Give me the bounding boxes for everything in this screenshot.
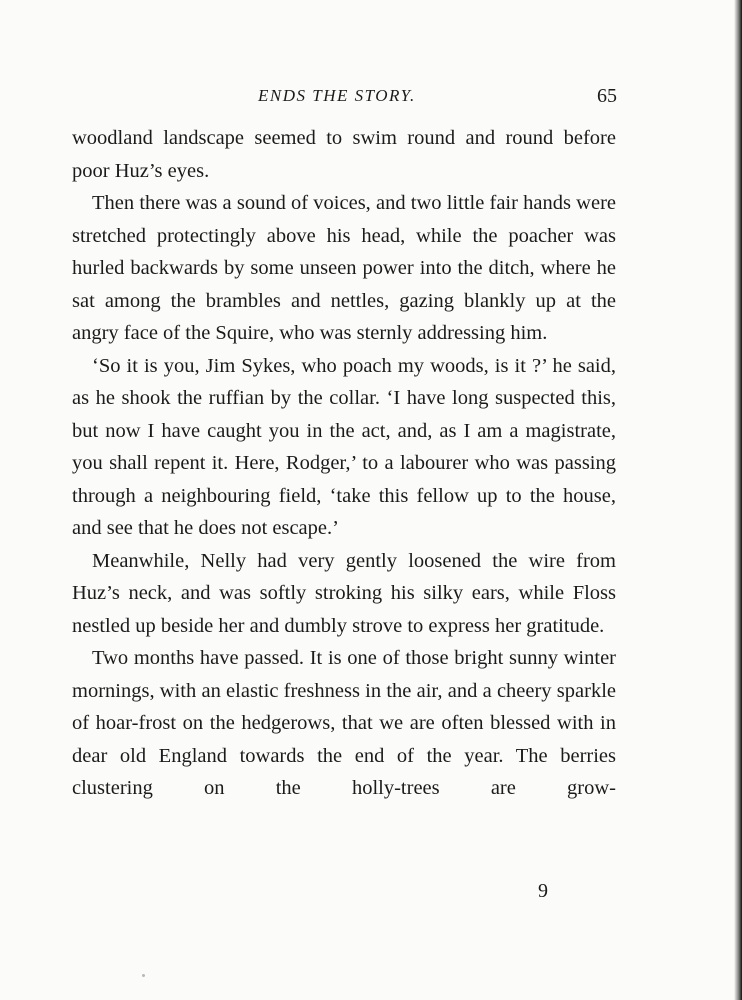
paragraph: ‘So it is you, Jim Sykes, who poach my woods, is it ?’ he said, as he shook the ruffian by the collar. ‘I have long suspected this, but now I have caught you in the act, and, as I am a magistrate, you shall repent it. Here, Rodger,’ to a labourer who was passing through a neighbouring field, ‘take this fellow up to the house, and see that he does not escape.’ (72, 354, 616, 539)
body-text (72, 122, 616, 805)
page-edge-shadow (734, 0, 742, 1000)
page-number: 65 (597, 85, 617, 107)
running-title: ENDS THE STORY. (258, 86, 416, 105)
paragraph: Meanwhile, Nelly had very gently loosened the wire from Huz’s neck, and was softly stroking his silky ears, while Floss nestled up beside her and dumbly strove to express her gratitude. (72, 549, 616, 637)
paragraph-continued: woodland landscape seemed to swim round and round before poor Huz’s eyes. (72, 127, 616, 182)
paragraph: Two months have passed. It is one of those bright sunny winter mornings, with an elastic freshness in the air, and a cheery sparkle of hoar-frost on the hedgerows, that we are often blessed with in dear old England towards the end of the year. The berries clustering on the holly-trees are grow- (72, 647, 616, 799)
signature-mark: 9 (538, 880, 548, 902)
paragraph: Then there was a sound of voices, and two little fair hands were stretched protectingly above his head, while the poacher was hurled backwards by some unseen power into the ditch, where he sat among the brambles and nettles, gazing blankly up at the angry face of the Squire, who was sternly addressing him. (72, 192, 616, 344)
paper-speck (142, 974, 145, 977)
